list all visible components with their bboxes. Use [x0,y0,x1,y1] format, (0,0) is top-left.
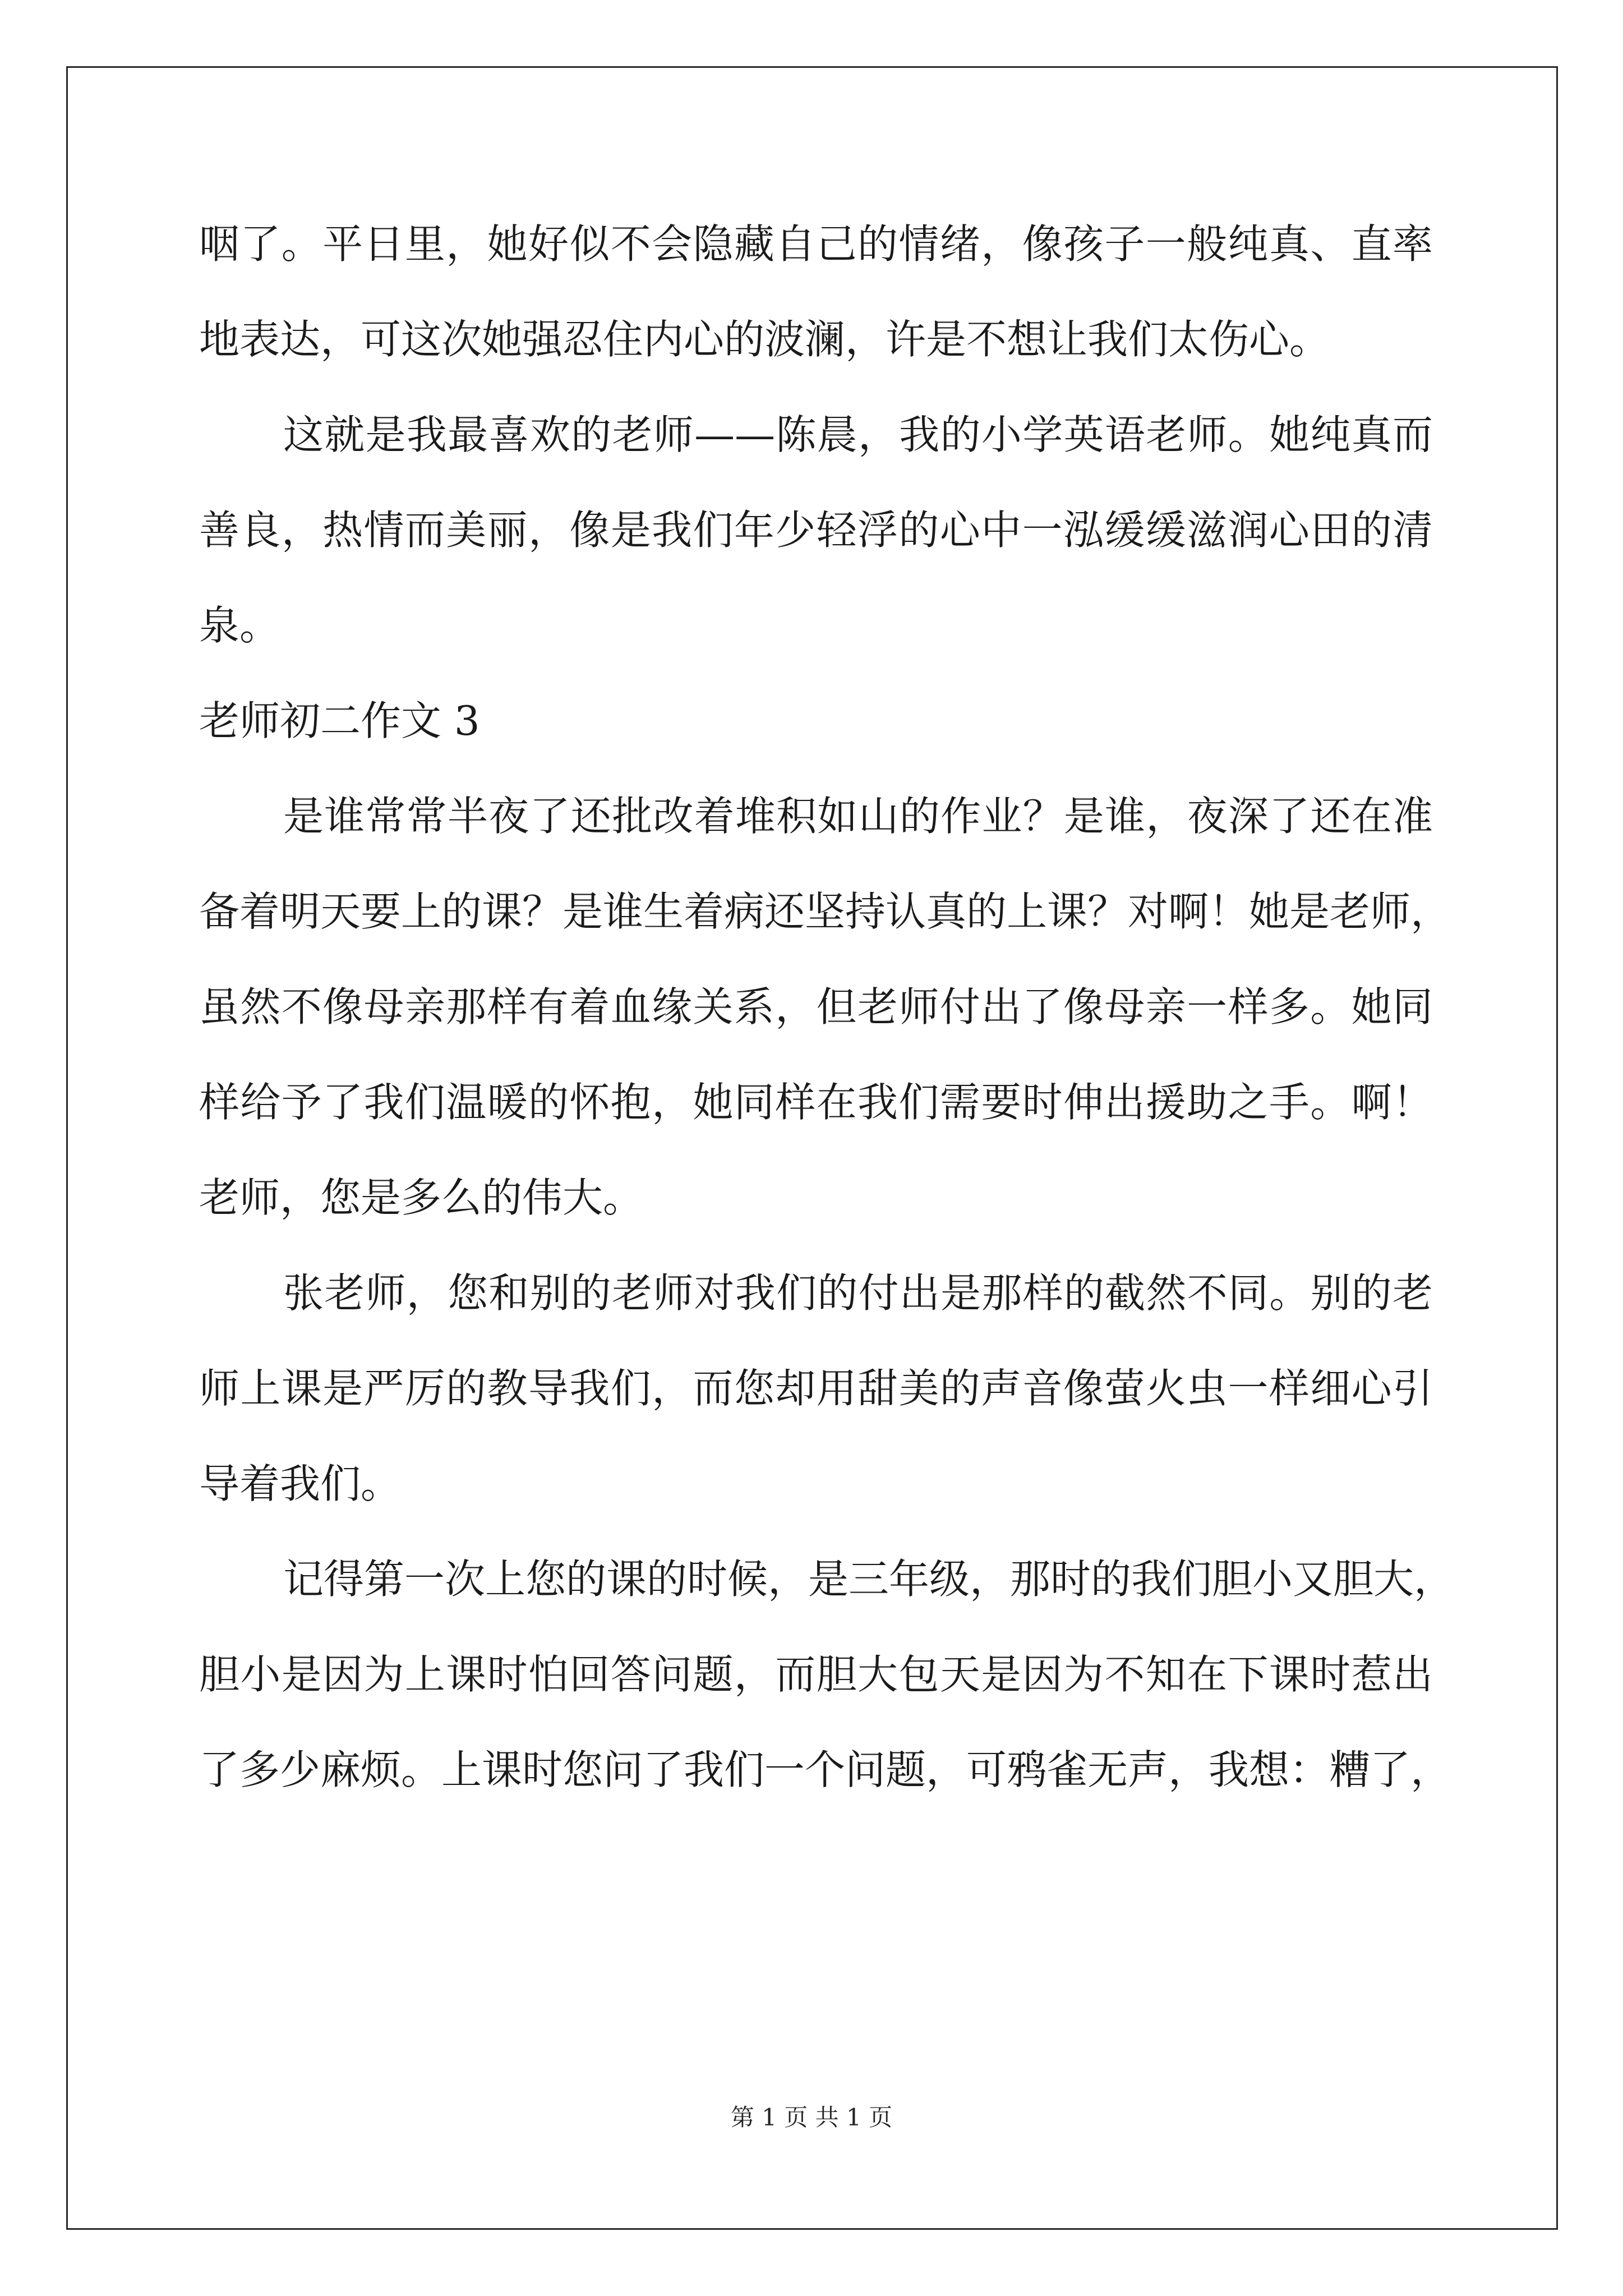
paragraph-4-line-1: 张老师，您和别的老师对我们的付出是那样的截然不同。别的老 [283,1269,1433,1317]
paragraph-1-line-2: 地表达，可这次她强忍住内心的波澜，许是不想让我们太伤心。 [199,316,1330,363]
paragraph-3-line-5: 老师，您是多么的伟大。 [199,1174,644,1221]
paragraph-4-line-3: 导着我们。 [199,1460,402,1507]
paragraph-1-line-1: 咽了。平日里，她好似不会隐藏自己的情绪，像孩子一般纯真、直率 [199,220,1433,268]
paragraph-5-line-3: 了多少麻烦。上课时您问了我们一个问题，可鸦雀无声，我想：糟了， [199,1746,1451,1793]
paragraph-3-line-4: 样给予了我们温暖的怀抱，她同样在我们需要时伸出援助之手。啊！ [199,1079,1433,1126]
paragraph-2-line-3: 泉。 [199,602,280,649]
paragraph-3-line-3: 虽然不像母亲那样有着血缘关系，但老师付出了像母亲一样多。她同 [199,983,1433,1030]
paragraph-3-line-1: 是谁常常半夜了还批改着堆积如山的作业？是谁，夜深了还在准 [283,793,1433,840]
page-border [66,66,1558,2230]
page-number-footer: 第 1 页 共 1 页 [730,2104,893,2131]
paragraph-3-line-2: 备着明天要上的课？是谁生着病还坚持认真的上课？对啊！她是老师， [199,888,1451,935]
paragraph-5-line-1: 记得第一次上您的课的时候，是三年级，那时的我们胆小又胆大， [283,1556,1455,1603]
paragraph-4-line-2: 师上课是严厉的教导我们，而您却用甜美的声音像萤火虫一样细心引 [199,1365,1433,1412]
paragraph-5-line-2: 胆小是因为上课时怕回答问题，而胆大包天是因为不知在下课时惹出 [199,1651,1433,1698]
paragraph-2-line-1: 这就是我最喜欢的老师——陈晨，我的小学英语老师。她纯真而 [283,411,1433,458]
section-heading: 老师初二作文 3 [199,697,480,744]
paragraph-2-line-2: 善良，热情而美丽，像是我们年少轻浮的心中一泓缓缓滋润心田的清 [199,507,1433,554]
